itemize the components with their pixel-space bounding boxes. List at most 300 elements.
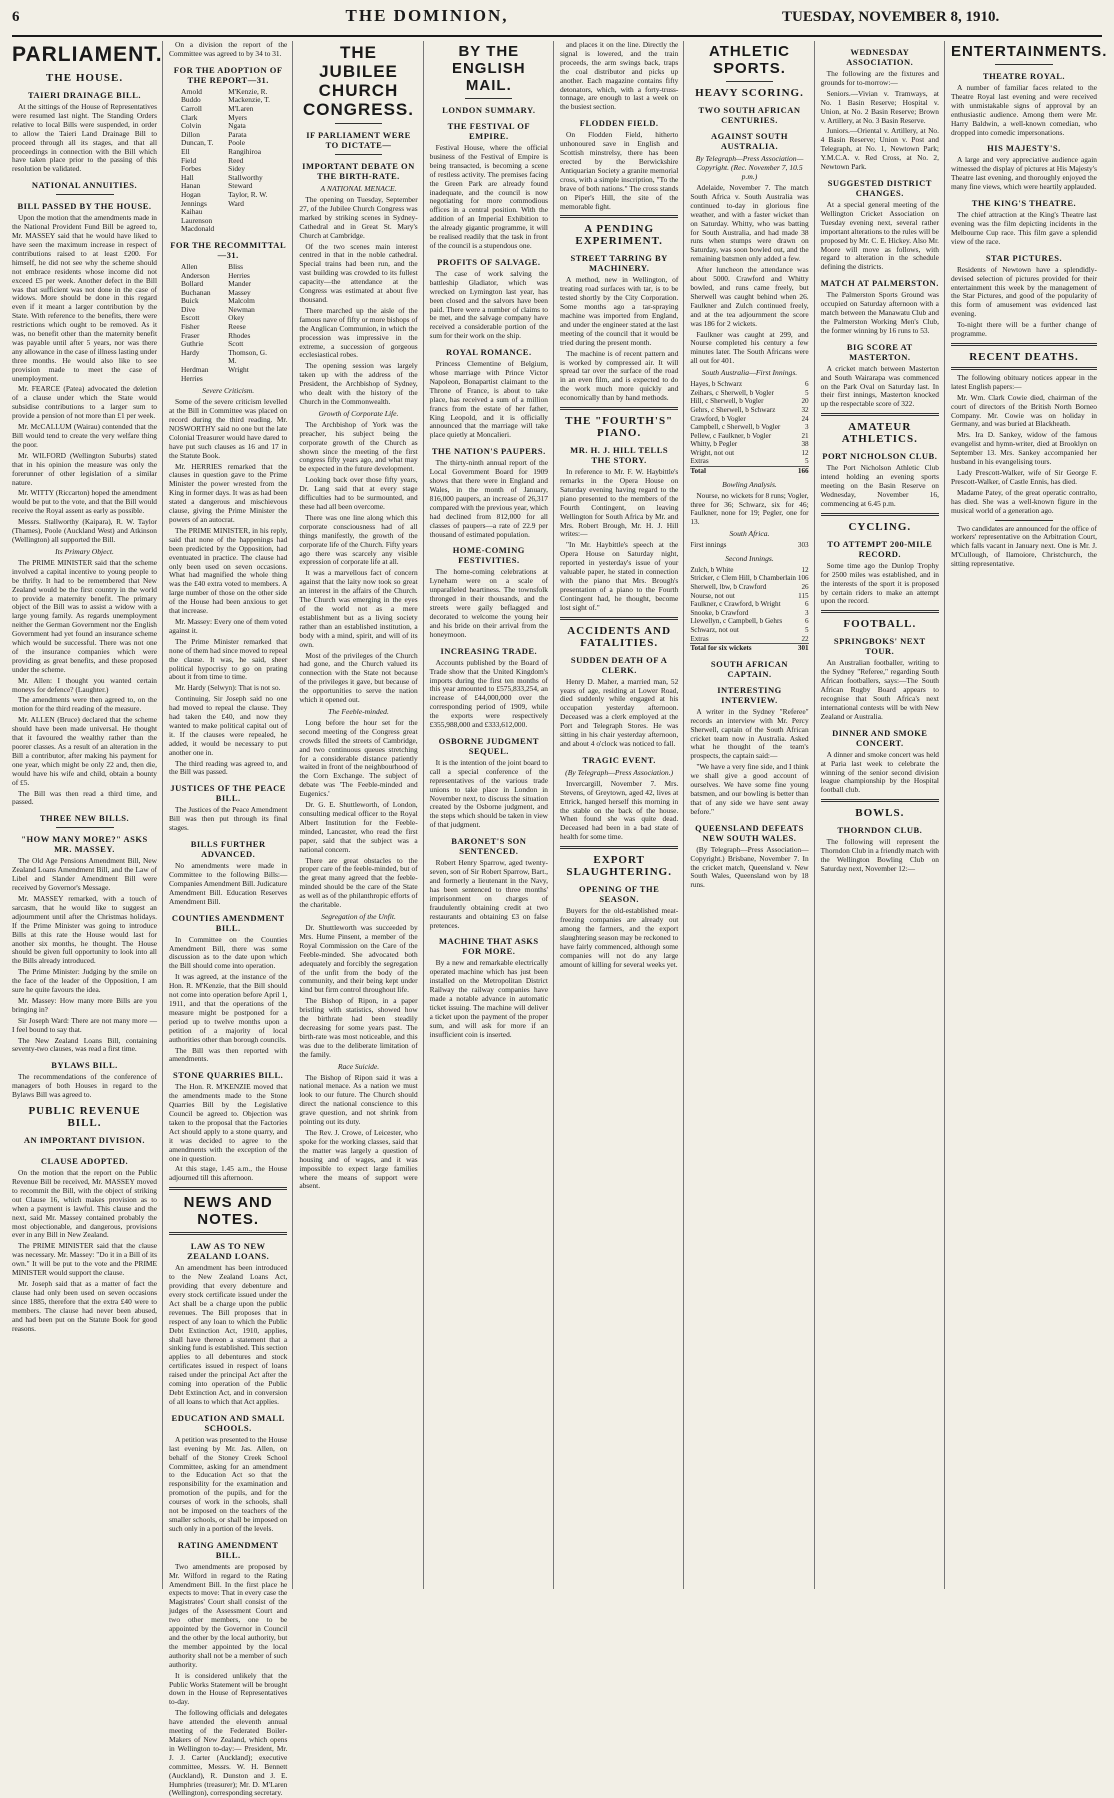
article-paragraph: In reference to Mr. F. W. Haybittle's remarks in the Opera House on Saturday evening having regard to the piano presented to the members of the Fourth Contingent, on leaving Wellington for South Africa by Mr. and Mrs. Robert Brough, Mr. H. J. Hill writes:— [559,467,679,539]
article-paragraph: Messrs. Stallworthy (Kaipara), R. W. Taylor (Thames), Poole (Auckland West) and Atkinson (Wellington) all supported the Bill. [12,517,157,544]
column-division [169,40,293,1798]
article-paragraph: No amendments were made in Committee to the following Bills:— Companies Amendment Bill. Judicature Amendment Bill. Education Reserves Amendment Bill. [169,861,288,906]
division-member-name: Buddo [181,95,201,105]
section-subtitle: THE HOUSE. [45,72,124,84]
article-heading: DINNER AND SMOKE CONCERT. [832,727,928,748]
article-headline: THE "FOURTH'S" PIANO. [565,415,674,440]
article-paragraph: Continuing, Sir Joseph said no one had moved to repeal the clause. They had taken the £40, and now they wanted to make political capital out of it. If the clauses were repealed, he added, it would be necessary to put another one in. [169,694,288,757]
article-paragraph: The New Zealand Loans Bill, containing seventy-two clauses, was read a first time. [12,1035,157,1054]
article-paragraph: Most of the privileges of the Church had gone, and the Church valued its connection with the State not because of the privileges it gave, but because of the opportunities to serve the nation which it opened out. [299,650,418,705]
batsman-entry: Whitty, b Pegler [690,440,738,449]
article-paragraph: The following officials and delegates have attended the eleventh annual meeting of the Federated Boiler-Makers of New Zealand, which opens in Wellington to-day:— President, Mr. J. J. Carter (Auckland); executive committee, Messrs. W. H. Bennett (Auckland), R. Dunston and J. E. Humphries (treasurer); Mr. D. M'Laren (Wellington), corresponding secretary. [169,1708,288,1798]
article-paragraph: It is the intention of the joint board to call a special conference of the representatives of the various trade unions to take place in London in November next, to discuss the situation created by the Osborne judgment, and the steps which should be taken in view of that judgment. [429,757,548,830]
article-paragraph: There marched up the aisle of the famous nave of fifty or more bishops of the Anglican Communion, in which the procession was impressive in the extreme, a succession of gorgeous ecclesiastical robes. [299,305,418,360]
article-heading: HOME-COMING FESTIVITIES. [452,545,525,566]
division-member-name: Guthrie [181,339,204,349]
article-heading: JUSTICES OF THE PEACE BILL. [170,783,286,804]
article-subheading: SPRINGBOKS' NEXT TOUR. [833,636,926,657]
article-paragraph: The third reading was agreed to, and the Bill was passed. [169,758,288,777]
division-member-name: Laurenson [181,215,213,225]
division-member-name: Malcolm [228,296,255,306]
article-subheading: MR. H. J. HILL TELLS THE STORY. [570,445,669,466]
column-church-congress [299,41,423,1589]
scorecard-row [690,397,808,406]
division-member-name: Mander [228,279,252,289]
article-heading: BYLAWS BILL. [51,1060,118,1071]
division-member-name: Rhodes [228,330,251,340]
article-paragraph: Mr. WITTY (Riccarton) hoped the amendment would be put to the vote, and that the Bill would receive the Royal assent as early as possible. [12,488,157,516]
article-heading: ROYAL ROMANCE. [446,347,532,358]
article-paragraph: The machine is of recent pattern and is worked by compressed air. It will spread tar over the surface of the road in an even film, and is expected to do the work much more quickly and economically than by hand methods. [559,348,679,403]
batsman-runs: 3 [805,423,809,432]
batsman-runs: 106 [797,574,809,583]
batsman-runs: 12 [801,565,809,574]
scorecard-runs: 303 [797,541,809,550]
article-paragraph: The chief attraction at the King's Theatre last evening was the film depicting incidents in the Melbourne Cup race. This film gave a splendid view of the race. [950,210,1097,246]
division-member-name: Taylor, R. W. [228,189,268,199]
scorecard-rows [690,380,808,466]
article-paragraph: Looking back over those fifty years, Dr. Lang said that at every stage difficulties had to be surmounted, and these had all been overcome. [299,475,418,511]
batsman-entry: Schwarz, not out [690,626,739,635]
division-member-name: Reed [228,155,244,165]
article-heading: QUEENSLAND DEFEATS NEW SOUTH WALES. [695,822,804,843]
division-member-name: Mackenzie, T. [228,95,270,105]
batsman-runs: 5 [805,626,809,635]
article-heading: FLODDEN FIELD. [579,118,659,129]
article-heading: COUNTIES AMENDMENT BILL. [171,912,285,933]
batsman-entry: Wright, not out [690,448,735,457]
division-member-name: Sidey [228,164,245,174]
scorecard-second-innings [690,566,808,653]
division-member-name: Fraser [181,330,200,340]
article-subheading: STREET TARRING BY MACHINERY. [570,253,668,274]
article-paragraph: The case of work salving the battleship Gladiator, which was wrecked on Lymington last year, has been closed and the salvors have been paid. There were a number of claims to be met, and the salvage company have received a considerable portion of the sum for their work on the ship. [429,268,548,341]
article-heading: LAW AS TO NEW ZEALAND LOANS. [187,1241,270,1262]
article-paragraph: Of the two scenes main interest centred in that in the noble cathedral. Special trains had been run, and the vast building was crowded to its fullest capacity—the attendance at the Congress was estimated at about five thousand. [299,241,418,304]
article-paragraph: The Hon. R. M'KENZIE moved that the amendments made to the Stone Quarries Bill by the Legislative Council be agreed to. Objection was taken to the proposal that the Factories Act should apply to a stone quarry, and it was decided to agree to the amendments with the exception of the one in question. [169,1082,288,1163]
division-member-name: Herries [181,373,203,383]
divider [169,1187,287,1190]
article-paragraph: A method, new in Wellington, of treating road surfaces with tar, is to be tested shortly by the City Corporation. Some months ago a tar-spraying machine was imported from England, and under the engineer stated at the last meeting of the council that it would be tried during the present month. [559,275,679,347]
division-member-name: Carroll [181,104,202,113]
article-paragraph: Accounts published by the Board of Trade show that the United Kingdom's imports during the first ten months of this year amounted to £575,833,254, an increase of £44,000,000 over the corresponding period of 1909, while the exports were respectively £355,988,000 and £333,612,000. [429,657,548,730]
division-member-name: Myers [228,112,248,122]
scorecard-row [690,440,808,449]
article-paragraph: An amendment has been introduced to the New Zealand Loans Act, providing that every debenture and every stock certificate issued under the Act shall be a charge upon the public revenues. The Bill proposes that in respect of any loan to which the Public Debt Extinction Act, 1910, applies, shall have thereon a statement that a sinking fund is established. This section applies to all debentures and stock certificates issued in respect of loans raised under the principal Act after the coming into operation of the Public Debt Extinction Act, and in conversion of all loans to which that Act applies. [169,1263,288,1406]
article-paragraph: Mr. Massey: How many more Bills are you bringing in? [12,995,157,1014]
article-headline: ACCIDENTS AND FATALITIES. [567,624,672,649]
article-heading: WEDNESDAY ASSOCIATION. [846,47,914,67]
article-subheading: AGAINST SOUTH AUSTRALIA. [710,131,788,151]
batsman-entry: Zulch, b White [690,565,734,574]
divider [726,81,773,82]
division-list-against [169,263,287,383]
article-heading: STAR PICTURES. [985,252,1063,263]
article-paragraph: The opening session was largely taken up with the address of the President, the Archbishop of Sydney, who dealt with the history of the Church in the Commonwealth. [299,361,418,406]
article-paragraph: Residents of Newtown have a splendidly-devised selection of pictures provided for their entertainment this week by the management of the Star Pictures, and good of the popularity of this form of amusement was evidenced last evening. [950,264,1097,319]
article-paragraph: The Bill was then read a third time, and passed. [12,788,157,807]
section-title: NEWS AND NOTES. [183,1194,273,1229]
batsman-entry: Sherwell, lbw, b Crawford [690,583,767,592]
division-member-name: Hardy [181,347,200,357]
article-heading: EDUCATION AND SMALL SCHOOLS. [171,1412,285,1433]
division-member-name: Newman [228,304,255,314]
column-athletic-sports [690,41,814,1589]
article-paragraph: At a special general meeting of the Wellington Cricket Association on Tuesday evening next, several rather important alterations to the rules will be proposed by Mr. C. E. Hickey. Also Mr. Moore will move as follows, with regard to alteration in the schedule defining the districts. [820,199,939,272]
article-paragraph: It is considered unlikely that the Public Works Statement will be brought down in the House of Representatives to-day. [169,1670,288,1707]
division-member-name [228,225,275,234]
scorecard-row [690,609,808,618]
division-member-name: Poole [228,138,245,148]
scorecard-total-runs: 166 [797,467,809,476]
scorecard-row [690,600,808,609]
division-member-name [228,375,275,384]
article-heading: RATING AMENDMENT BILL. [177,1539,279,1560]
batsman-entry: Hayes, b Schwarz [690,380,743,389]
column-parliament [12,41,163,1589]
issue-date: TUESDAY, NOVEMBER 8, 1910. [782,9,1000,25]
division-member-name: Wright [228,365,249,375]
article-paragraph: "In Mr. Haybittle's speech at the Opera House on Saturday night, reported in yesterday's issue of your valuable paper, he stated in connection with the piano that Mrs. Brough's presentation of a piano to the Fourth Contingent had, he thought, become lost sight of." [559,540,679,612]
article-paragraph: Two candidates are announced for the office of workers' representative on the Arbitration Court, which falls vacant in January next. One is Mr. J. M'Cullough, of Ilamoiore, Christchurch, the sitting representative. [950,523,1097,569]
masthead [12,6,1102,37]
article-paragraph: Adelaide, November 7. The match South Africa v. South Australia was continued to-day in glorious fine weather, and with a faster wicket than on Saturday. Whitty, who was batting for South Australia, and had made 38 runs when stumps were drawn on Saturday, was soon bowled out, and the remaining batsmen only added a few. [690,183,809,264]
divider [560,617,678,620]
batsman-entry: Extras [690,457,709,466]
article-heading: BIG SCORE AT MASTERTON. [846,341,913,362]
batsman-runs: 22 [801,634,809,643]
division-member-name: Duncan, T. [181,138,214,148]
divider [465,98,512,99]
scorecard-row [690,626,808,635]
article-headline: RECENT DEATHS. [969,350,1079,363]
division-member-name: Macdonald [181,224,215,234]
scorecard-first-innings [690,380,808,476]
scorecard-row [690,423,808,432]
article-headline: AMATEUR ATHLETICS. [841,421,918,446]
batsman-entry: Pellew, c Faulkner, b Vogler [690,431,772,440]
article-paragraph: Mr. HERRIES remarked that the clauses in question gave to the Prime Minister the power wrested from the King in former days. It was as had been stated a dangerous and mischievous clause, giving the Prime Minister the powers of an autocrat. [169,461,288,524]
article-paragraph: The Prime Minister remarked that none of them had since moved to repeal the clause. It was, he said, sheer political hypocrisy to go on prating about it from time to time. [169,636,288,682]
divider [169,1232,287,1235]
article-heading: STONE QUARRIES BILL. [173,1070,284,1081]
article-paragraph: The opening on Tuesday, September 27, of the Jubilee Church Congress was marked by striking scenes in Sydney-Cathedral and in Great St. Mary's Church at Cambridge. [299,195,418,240]
division-member-name: Bliss [228,261,243,271]
batsman-runs: 5 [805,457,809,466]
division-member-name: Herries [228,270,250,280]
article-paragraph: Lady Prescott-Walker, wife of Sir George F. Prescott-Walker, of Castle Ennis, has died. [950,468,1097,486]
divider [951,343,1097,346]
scorecard-total-label: Total for six wickets [690,644,797,653]
scorecard-total-label: Total [690,467,796,476]
division-member-name: Ward [228,198,244,208]
article-heading: NATIONAL ANNUITIES. [31,180,138,191]
article-paragraph: Dr. G. E. Shuttleworth, of London, consulting medical officer to the Royal Albert Institution for the Feeble-minded, Lancaster, who read the first paper, said that the subject was a national concern. [299,800,418,854]
article-paragraph: A number of familiar faces related to the Theatre Royal last evening and were received with unmistakable signs of approval by an enthusiastic audience. Among them were Mr. Harry Baldwin, a well-known comedian, who dropped into comedic impersonations. [950,83,1097,137]
batsman-runs: 38 [801,440,809,449]
scorecard-row [690,449,808,458]
division-member-name: Kaihau [181,207,203,217]
article-paragraph: Mr. WILFORD (Wellington Suburbs) stated that in his opinion the measure was only the forerunner of other legislation of a similar nature. [12,450,157,487]
article-paragraph: The thirty-ninth annual report of the Local Government Board for 1909 shows that there were in England and Wales, in the month of January, 816,000 paupers, an increase of 26,317 compared with the previous year, which had declined from 812,000 for all classes of paupers—a rate of 22.9 per thousand of estimated population. [429,458,548,539]
article-heading: INCREASING TRADE. [440,645,538,656]
column-entertainments [950,41,1108,1589]
division-member-name: Buick [181,296,199,306]
article-paragraph: At this stage, 1.45 a.m., the House adjourned till this afternoon. [169,1164,288,1183]
article-heading: THE NATION'S PAUPERS. [431,446,546,457]
scorecard-total-row [690,644,808,653]
article-headline: A PENDING EXPERIMENT. [575,223,663,248]
article-subheading: "HOW MANY MORE?" ASKS MR. MASSEY. [21,834,148,855]
batsman-runs: 20 [801,397,809,406]
divider [821,610,939,613]
article-subheading: Its Primary Object. [55,546,114,556]
division-member-name [228,208,275,217]
scorecard-heading: Second Innings. [725,553,774,563]
article-subheading: A NATIONAL MENACE. [320,184,397,193]
divider [335,123,382,124]
scorecard-rows [690,566,808,644]
division-member-name: Ngata [228,121,246,131]
article-paragraph: Long before the hour set for the second meeting of the Congress great crowds filled the streets of Cambridge, and two continuous queues stretching for a considerable distance patiently waited in front of the neighbourhood of the Corn Exchange. The subject of debate was 'The Feeble-minded and Eugenics.' [299,717,418,799]
article-paragraph: The Rev. J. Crowe, of Leicester, who spoke for the working classes, said that the matter was largely a question of housing and of wages, and it was impossible to expect large families where the means of support were absent. [299,1128,418,1191]
article-paragraph: There was one line along which this corporate consciousness had of all things manifestly, the growth of the corporate life of the Church. Fifty years ago there was scarcely any visible expression of corporate life at all. [299,512,418,567]
divider [821,799,939,802]
scorecard-heading: South Africa. [729,529,770,539]
article-paragraph: Seniors.—Vivian v. Tramways, at No. 1 Basin Reserve; Hospital v. Union, at No. 2 Basin Reserve; Brown v. Artillery, at No. 3 Basin Reserve. [820,88,939,125]
article-paragraph: At the sittings of the House of Representatives were resumed last night. The Standing Orders relative to local Bills were suspended, in order to allow the Taieri Land Drainage Bill to proceed through all its stages, and that all proceedings in connection with the Bill which have taken place prior to the passing of this resolution be validated. [12,102,157,174]
article-paragraph: A writer in the Sydney "Referee" records an interview with Mr. Percy Sherwell, captain of the South African cricket team now in Australia. Asked what he thought of the team's prospects, the captain said:— [690,706,809,761]
scorecard-row [690,566,808,575]
article-headline: FOOTBALL. [843,618,917,631]
divider [560,215,678,218]
article-heading: BARONET'S SON SENTENCED. [451,836,527,857]
article-subheading: OPENING OF THE SEASON. [579,884,660,905]
article-byline: By Telegraph—Press Association—Copyright. (Rec. November 7, 10.5 p.m.) [695,154,804,181]
article-paragraph: An Australian footballer, writing to the Sydney "Referee," regarding South African footballers, says:—The South African Rugby Board appears to recognise that South Africa's next international contests will be with New Zealand or Australia. [820,658,939,721]
article-subheading: Segregation of the Unfit. [321,911,396,921]
article-paragraph: The PRIME MINISTER said that the scheme involved a capital incentive to young people to be thrifty. It had to be remembered that New Zealand would be the first country in the world to provide a maternity benefit. The primary object of the Bill was to assist a widow with a large young family. As regards unemployment neither the German Government nor the English Government had yet found an insurance scheme which would be successful. There was not one of the insurance companies which were providing as great benefits, and these proposed under the scheme. [12,557,157,674]
column-english-mail [430,41,554,1589]
division-member-name: Field [181,155,197,165]
article-paragraph: The Bill was then reported with amendments. [169,1045,288,1064]
division-member-name: Massey [228,287,251,297]
division-member-name: Fisher [181,322,200,332]
scorecard-row [690,617,808,626]
article-heading: SOUTH AFRICAN CAPTAIN. [710,658,789,679]
article-subheading: LONDON SUMMARY. [442,105,536,115]
batsman-runs: 6 [805,617,809,626]
division-member-name: Rangihiroa [228,146,261,156]
article-paragraph: The Justices of the Peace Amendment Bill was then put through its final stages. [169,805,288,833]
division-member-name: Dillon [181,129,200,139]
article-heading: HIS MAJESTY'S. [987,143,1061,154]
article-paragraph: The Port Nicholson Athletic Club intend holding an evening sports meeting on the Basin Reserve on Wednesday, November 16, commencing at 6.45 p.m. [820,463,939,508]
divider [821,513,939,516]
article-heading: THE FESTIVAL OF EMPIRE. [447,121,531,141]
article-subheading: Bowling Analysis. [722,479,777,489]
article-paragraph: Robert Henry Sparrow, aged twenty-seven, son of Sir Robert Sparrow, Bart., and formerly a lieutenant in the Navy, has been sentenced to three months' imprisonment on charges of fraudulently obtaining credit at two restaurants and obtaining £3 on false pretences. [429,858,548,930]
batsman-runs: 5 [805,388,809,397]
article-paragraph: To-night there will be a further change of programme. [950,320,1097,339]
article-paragraph: Nourse, no wickets for 8 runs; Vogler, three for 36; Schwarz, six for 46; Faulkner, none for 19; Pegler, one for 13. [690,490,809,527]
article-heading: PROFITS OF SALVAGE. [437,256,541,267]
article-paragraph: Sir Joseph Ward: There are not many more — I feel bound to say that. [12,1015,157,1034]
article-paragraph: It was agreed, at the instance of the Hon. R. M'Kenzie, that the Bill should not come into operation before April 1, 1911, and that the operations of the measure might be postponed for a period up to twelve months upon a petition of a majority of local authorities other than borough councils. [169,972,288,1044]
article-paragraph: The Bishop of Ripon said it was a national menace. As a nation we must look to our future. The Church should direct the national conscience to this grave question, and not shrink from pointing out its duty. [299,1072,418,1127]
divider [995,64,1053,65]
article-subheading: CLAUSE ADOPTED. [40,1156,129,1167]
section-title: ATHLETIC SPORTS. [708,43,790,77]
article-paragraph: Mr. Allen: I thought you wanted certain moneys for defence? (Laughter.) [12,675,157,694]
article-paragraph: Princess Clementine of Belgium, whose marriage with Prince Victor Napoleon, Bonapartist claimant to the Throne of France, is about to take place, has received a sum of a million francs from the estate of her father, King Leopold, and it is officially announced that the marriage will take place quietly at Moncalieri. [429,359,548,440]
article-paragraph: Buyers for the old-established meat-freezing companies are already out among the farmers, and the export slaughtering season may be reckoned to have fairly commenced, although some companies will not do any large amount of killing for several weeks yet. [559,906,679,969]
division-member-name: Stallworthy [228,172,263,182]
division-member-name: Arnold [181,86,202,96]
article-heading: BILLS FURTHER ADVANCED. [190,839,266,860]
section-title: PARLIAMENT. [12,43,163,66]
scorecard-row [690,583,808,592]
batsman-runs: 32 [801,405,809,414]
scorecard-row [690,592,808,601]
article-heading: SUGGESTED DISTRICT CHANGES. [827,177,932,198]
batsman-entry: Gehrs, c Sherwell, b Schwarz [690,405,776,414]
article-subheading: Growth of Corporate Life. [318,408,399,418]
article-paragraph: The recommendations of the conference of managers of both Houses in regard to the Bylaws Bill was agreed to. [12,1072,157,1100]
article-paragraph: Mr. ALLEN (Bruce) declared that the scheme should have been made universal. He thought that it favoured the wealthy rather than the poorer classes. As a result of an alteration in the Bill a contributor, after making his payment for one year, which might be only 22 and, then die, would have his wife and child, obtain a bounty of £5. [12,715,157,787]
article-paragraph: It was a marvellous fact of concern against that the laity now took so great an interest in the affairs of the Church. The Church was emerging in the eyes of the world not as a mere establishment but as a living society rather than an established institution, a body with a mind, spirit, and will of its own. [299,568,418,649]
article-paragraph: (By Telegraph—Press Association—Copyright.) Brisbane, November 7. In the cricket match, Queensland v. New South Wales, Queensland won by 18 runs. [690,844,809,890]
article-paragraph: "We have a very fine side, and I think we shall give a good account of ourselves. We have some fine young batsmen, and our bowling is better than that of any side we have sent away before." [690,762,809,816]
article-subheading: SUDDEN DEATH OF A CLERK. [570,654,668,675]
article-paragraph: Henry D. Maher, a married man, 52 years of age, residing at Lower Road, died suddenly while engaged at his occupation yesterday afternoon. Deceased was a clerk employed at the Port and Telegraph Stores. He was sitting in his chair yesterday afternoon, and about 4 o'clock was noticed to fall. [559,676,679,748]
scorecard-row [690,389,808,398]
article-headline: CYCLING. [848,520,912,533]
article-paragraph: The following obituary notices appear in the latest English papers:— [950,372,1097,391]
article-paragraph: The following will represent the Thorndon Club in a friendly match with the Wellington Bowling Club on Saturday next, November 12:— [820,837,939,873]
article-paragraph: The Palmerston Sports Ground was occupied on Saturday afternoon with a match between the Manawatu Club and the Palmerston Working Men's Club, the former winning by 16 runs to 53. [820,290,939,335]
article-heading: MATCH AT PALMERSTON. [820,278,939,289]
batsman-runs: 26 [801,583,809,592]
article-paragraph: and places it on the line. Directly the signal is lowered, and the train proceeds, the arm swings back, traps the coal distributor and picks up another. Each magazine contains fifty detonators, which, with a forty-truss-tonnage, are enough to last a week on the busiest section. [559,40,679,112]
division-heading-against: FOR THE RECOMMITTAL—31. [170,239,287,260]
article-paragraph: The amendments were then agreed to, on the motion for the third reading of the measure. [12,695,157,714]
division-list-for [169,88,287,234]
article-heading: THE KING'S THEATRE. [971,198,1077,209]
article-paragraph: Mr. FEARCE (Patea) advocated the deletion of a clause under which the State would subsidise contributions to a larger sum to provide a pension of not more than £1 per week. [12,384,157,421]
divider [335,154,382,155]
article-paragraph: The PRIME MINISTER, in his reply, said that none of the happenings had been predicted by the Opposition, had eventuated in practice. The clause had only been used on seven occasions. What had magnified the whole thing was the £40 extra voted to members. A large number of those on the other side of the House had been anxious to get that increase. [169,525,288,616]
article-heading: THEATRE ROYAL. [982,71,1066,81]
column-local-news [560,41,684,1589]
batsman-runs: 12 [801,448,809,457]
division-member-name: Escott [181,313,200,323]
scorecard-heading: South Australia—First Innings. [701,368,798,378]
article-paragraph: The Old Age Pensions Amendment Bill, New Zealand Loans Amendment Bill, and the Law of Libel and Slander Amendment Bill were received by Governor's Message. [12,856,157,893]
batsman-entry: Llewellyn, c Campbell, b Gehrs [690,617,783,626]
article-headline: EXPORT SLAUGHTERING. [566,854,672,879]
article-paragraph: There are great obstacles to the proper care of the feeble-minded, but of the great many agreed that the feeble-minded should be the care of the State as well as of the philanthropic efforts of the charitable. [299,855,418,910]
article-subheading: IMPORTANT DEBATE ON THE BIRTH-RATE. [302,161,415,181]
batsman-entry: Snooke, b Crawford [690,608,749,617]
batsman-entry: Hill, c Sherwell, b Vogler [690,397,764,406]
batsman-runs: 6 [805,380,809,389]
article-paragraph: Some of the severe criticism levelled at the Bill in Committee was placed on record during the third reading. Mr. NOSWORTHY said no one but the late Colonial Treasurer would have dared to have put such clauses as 16 and 17 in the Statute Book. [169,397,288,460]
article-subheading: Race Suicide. [337,1061,380,1071]
division-member-name: M'Laren [228,104,254,113]
article-heading: THREE NEW BILLS. [39,813,130,824]
batsman-entry: Crawford, b Vogler [690,414,746,423]
article-subheading: AN IMPORTANT DIVISION. [23,1135,146,1146]
article-paragraph: On the motion that the report on the Public Revenue Bill be received, Mr. MASSEY moved to recommit the Bill, with the object of striking out Clause 16, which makes provision as to when a payment is lawful. This clause and the next, said Mr. Massey contained probably the most objectionable, and dangerous, provisions ever in any Bill in New Zealand. [12,1168,157,1240]
division-member-name: Buchanan [181,287,211,297]
divider [56,1149,114,1150]
division-member-name: Allen [181,261,198,271]
batsman-entry: Nourse, not out [690,591,735,600]
batsman-runs: 21 [801,431,809,440]
division-member-name: Forbes [181,164,202,174]
article-paragraph: Mr. Hardy (Selwyn): That is not so. [175,683,281,693]
article-heading-large: PUBLIC REVENUE BILL. [28,1105,141,1130]
scorecard-total-runs: 301 [797,644,809,653]
columns [12,40,1108,1798]
division-member-name: Hall [181,172,194,182]
batsman-runs: 115 [798,591,809,600]
article-paragraph: Mr. McCALLUM (Wairau) contended that the Bill would tend to create the very welfare thing the poor. [12,422,157,449]
scorecard-africa-first [690,541,808,550]
article-heading: TAIERI DRAINAGE BILL. [27,90,142,100]
article-paragraph: Mrs. Ira D. Sankey, widow of the famous evangelist and hymn-writer, died at Brooklyn on September 13. Mrs. Sankey accompanied her husband in his evangelising tours. [950,430,1097,467]
article-paragraph: Juniors.—Oriental v. Artillery, at No. 4 Basin Reserve; Union v. Post and Telegraph, at No. 1, Newtown Park; Y.M.C.A. v. Red Cross, at No. 2, Newtown Park. [820,126,939,172]
article-paragraph: Upon the motion that the amendments made in the National Provident Fund Bill be agreed to, Mr. MASSEY said that he would have liked to have seen the maximum increase in respect of contributions raised to at least £200. For himself, he did not see why the scheme should not embrace residents whose income did not exceed £5 per week. Another defect in the Bill was that sufficient was not done in the case of widows. More should be done in this regard even if it meant a larger contribution by the State. With reference to the benefits, there were restrictions which ought to be removed. As it was, no benefit other than the maternity benefit was payable until after 5 years, nor was there any allowance in the case of illness lasting under three months. He would also like to see provision made to meet the case of unemployment. [12,213,157,383]
article-paragraph: Some time ago the Dunlop Trophy for 2500 miles was established, and in the interests of the sport it is proposed by certain riders to make an attempt upon the record. [820,560,939,606]
article-headline: THE JUBILEE CHURCH CONGRESS. [302,43,414,119]
article-paragraph: Mr. Massey: Every one of them voted against it. [169,616,288,635]
article-paragraph: Dr. Shuttleworth was succeeded by Mrs. Hume Pinsent, a member of the Royal Commission on the Care of the Feeble-minded. She advocated both adequately and forcibly the segregation of the unfit from the body of the community, and their being kept under kind but firm control throughout life. [299,922,418,995]
article-paragraph: By a new and remarkable electrically operated machine which has just been installed on the Metropolitan District Railway the railway companies have made a notable advance in automatic ticket issuing. The machine will deliver a ticket upon the payment of the proper sum, and will ask for more if an insufficient coin is inserted. [429,958,548,1039]
article-paragraph: After luncheon the attendance was about 5000. Crawford and Whitty bowled, and runs came freely, but Sherwell was caught behind when 26. Faulkner and Zulch continued freely, and at the tea adjournment the score was 186 for 2 wickets. [690,265,809,328]
divider [995,520,1053,521]
division-member-name: Hogan [181,189,201,199]
article-subheading: THORNDON CLUB. [837,825,923,836]
article-paragraph: Mr. Joseph said that as a matter of fact the clause had only been used on seven occasions since 1885, therefore that the extra £40 were to members. The clause had never been abused, and had been put on the Statute Book for good reasons. [12,1278,157,1333]
scorecard-row [690,432,808,441]
divider [821,413,939,416]
article-subheading: PORT NICHOLSON CLUB. [822,451,938,462]
article-subheading: Severe Criticism. [202,386,255,396]
scorecard-row [690,406,808,415]
section-title: ENTERTAINMENTS. [950,43,1108,60]
division-heading-for: FOR THE ADOPTION OF THE REPORT—31. [173,64,283,85]
division-member-name: Thomson, G. M. [228,347,267,366]
division-member-name: Jennings [181,198,207,208]
article-paragraph: The following are the fixtures and grounds for to-morrow:— [820,69,939,87]
article-paragraph: On a division the report of the Committee was agreed to by 34 to 31. [169,40,288,58]
divider [560,846,678,849]
article-paragraph: Invercargill, November 7. Mrs. Stevens, of Greytown, aged 42, lives at Ettrick, hanged herself this morning in the stable on the back of the house. When found she was quite dead. Deceased had been in a bad state of health for some time. [559,778,679,842]
division-member-name: Dive [181,304,196,314]
batsman-runs: 24 [801,414,809,423]
division-member-name: Ell [181,146,190,156]
division-member-name: M'Kenzie, R. [228,86,268,96]
scorecard-row [690,415,808,424]
article-subheading: TRAGIC EVENT. [582,754,656,765]
division-member-name: Hanan [181,181,201,191]
article-subheading: TO ATTEMPT 200-MILE RECORD. [827,538,933,559]
scorecard-label: First innings [690,541,727,550]
article-paragraph: Faulkner was caught at 299, and Nourse completed his century a few minutes later. The South Africans were all out for 401. [690,329,809,366]
scorecard-row [690,635,808,644]
